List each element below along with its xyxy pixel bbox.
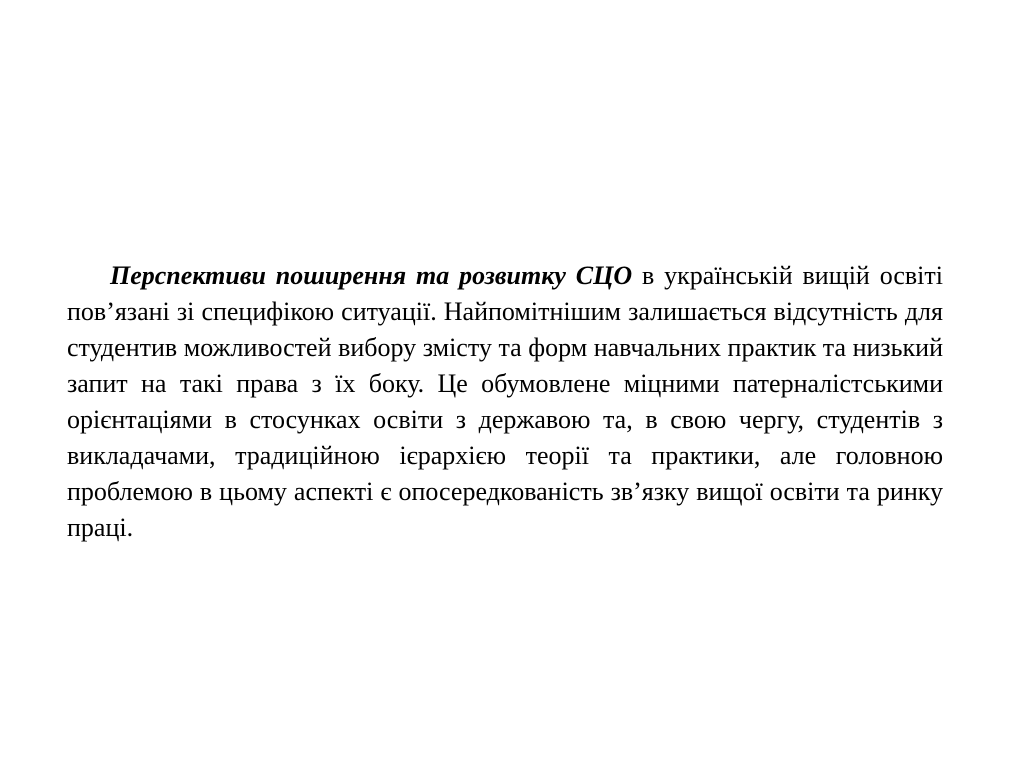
body-text: в українській вищій освіті пов’язані зі специфікою ситуації. Найпомітнішим залишається відсутність для студентив можливостей вибору змісту та форм навчальних практик та низький запит на такі права з їх боку. Це обумовлене міцними патерналістськими орієнтаціями в стосунках освіти з державою та, в свою чергу, студентів з викладачами, традиційною ієрархією теорії та практики, але головною проблемою в цьому аспекті є опосередкованість зв’язку вищої освіти та ринку праці. bbox=[67, 261, 943, 542]
paragraph bbox=[67, 258, 943, 546]
lead-phrase: Перспективи поширення та розвитку СЦО bbox=[110, 261, 633, 290]
